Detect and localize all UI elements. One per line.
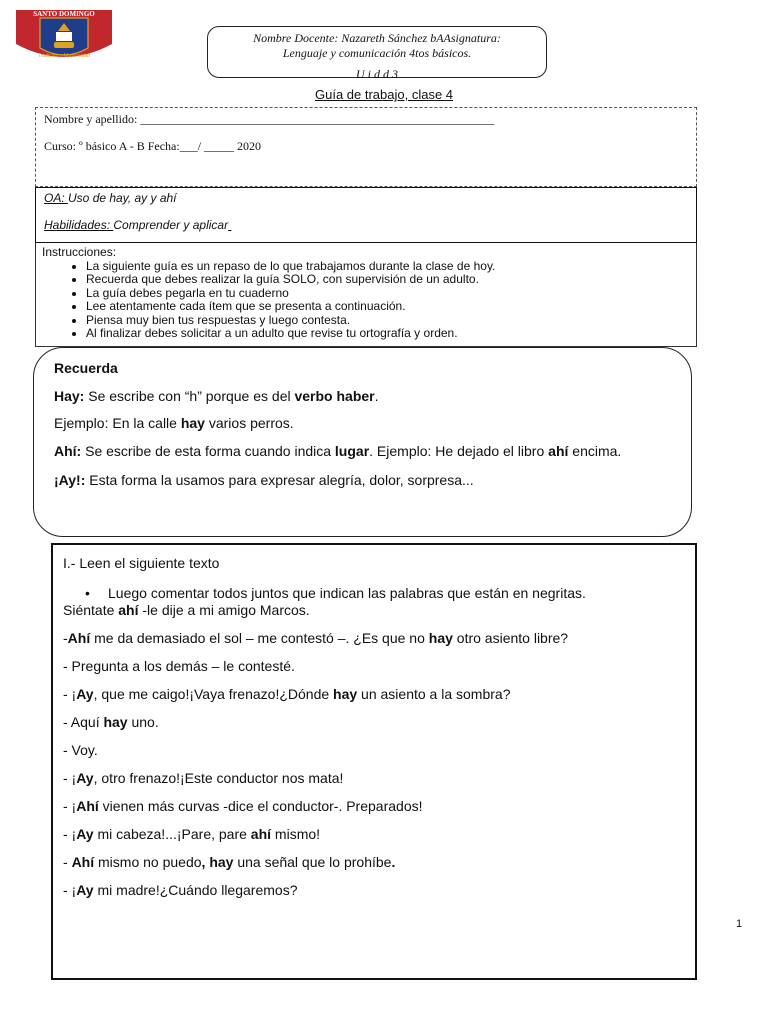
oa-line [44,191,177,205]
bold-keyword: Ahí [76,798,99,814]
bold-keyword: Ay [76,826,94,842]
skills-text: Comprender y aplicar [113,218,229,232]
remember-box [33,347,692,537]
dialogue-line: - ¡Ay, otro frenazo!¡Este conductor nos mata! [63,770,344,786]
skills-label: Habilidades: [44,218,114,232]
bold-keyword: Ahí [71,854,95,870]
bold-keyword: ahí [118,602,139,618]
rule-hay-example: Ejemplo: En la calle hay varios perros. [54,415,294,431]
student-info-box [35,107,697,187]
header-line-2: Lenguaje y comunicación 4tos básicos. [282,46,472,60]
dialogue-line: - Ahí mismo no puedo, hay una señal que lo prohíbe. [63,854,396,870]
instruction-item: • Recuerda que debes realizar la guía SOLO, con supervisión de un adulto. [86,273,696,287]
oa-text: Uso de hay, ay y ahí [68,191,177,205]
name-field-label: Nombre y apellido: ___________________________________________________________ [44,112,495,126]
objectives-box [35,187,697,243]
guide-title-text: Guía de trabajo, clase 4 [314,87,454,102]
instruction-item: • Piensa muy bien tus respuestas y luego contesta. [86,314,696,328]
dialogue-line: - ¡Ay, que me caigo!¡Vaya frenazo!¿Dónde hay un asiento a la sombra? [63,686,511,702]
instructions-heading: Instrucciones: [42,245,117,259]
dialogue-line: Siéntate ahí -le dije a mi amigo Marcos. [63,602,310,618]
dialogue-line: - ¡Ay mi madre!¿Cuándo llegaremos? [63,882,298,898]
bold-keyword: , [201,854,206,870]
reading-box [51,543,697,980]
dialogue-line: - Pregunta a los demás – le contesté. [63,658,295,674]
bold-keyword: Ay [76,686,94,702]
instructions-list [36,260,696,341]
bold-keyword: ahí [250,826,272,842]
rule-ahi: Ahí: Se escribe de esta forma cuando indica lugar. Ejemplo: He dejado el libro ahí encima. [54,443,622,459]
reading-bullet [63,585,685,602]
bold-keyword: hay [428,630,453,646]
header-line-1: Nombre Docente: Nazareth Sánchez bAAsignatura: [253,31,501,45]
instructions-box [35,243,697,347]
bullet-dot: • [85,585,90,601]
instruction-item: • La guía debes pegarla en tu cuaderno [86,287,696,301]
reading-heading: I.- Leen el siguiente texto [63,555,220,571]
bold-keyword: Ay [76,770,94,786]
dialogue-line: - ¡Ay mi cabeza!...¡Pare, pare ahí mismo! [63,826,321,842]
reading-bullet-text: Luego comentar todos juntos que indican las palabras que están en negritas. [108,585,586,601]
dialogue-line: - Voy. [63,742,98,758]
reading-lines [63,602,685,899]
remember-heading: Recuerda [54,360,118,376]
course-date-label: Curso: º básico A - B Fecha:___/ _____ 2020 [44,139,262,153]
logo-badge: Nº 493 [56,48,72,54]
instruction-item: • Al finalizar debes solicitar a un adulto que revise tu ortografía y orden. [86,327,696,341]
rule-ay: ¡Ay!: Esta forma la usamos para expresar alegría, dolor, sorpresa... [54,472,474,488]
dialogue-line: - ¡Ahí vienen más curvas -dice el conductor-. Preparados! [63,798,423,814]
rule-hay: Hay: Se escribe con “h” porque es del verbo haber. [54,388,379,404]
dialogue-line: - Aquí hay uno. [63,714,159,730]
header-line-3: U i d d 3 [356,69,398,79]
logo-text-bottom: Tradición y Modernidad [38,53,90,59]
page-number: 1 [736,918,743,930]
instruction-item: • Lee atentamente cada ítem que se presenta a continuación. [86,300,696,314]
header-box [207,26,547,78]
bold-keyword: hay [103,714,128,730]
guide-title [0,87,768,102]
bold-keyword: Ay [76,882,94,898]
school-logo [14,4,114,66]
bold-keyword: . [391,854,396,870]
bold-keyword: hay [209,854,234,870]
skills-line [44,218,231,232]
bold-keyword: hay [333,686,358,702]
bold-keyword: Ahí [67,630,91,646]
oa-label: OA: [44,191,69,205]
logo-text-top: SANTO DOMINGO [33,10,95,18]
instruction-item: • La siguiente guía es un repaso de lo que trabajamos durante la clase de hoy. [86,260,696,274]
dialogue-line: -Ahí me da demasiado el sol – me contestó –. ¿Es que no hay otro asiento libre? [63,630,569,646]
